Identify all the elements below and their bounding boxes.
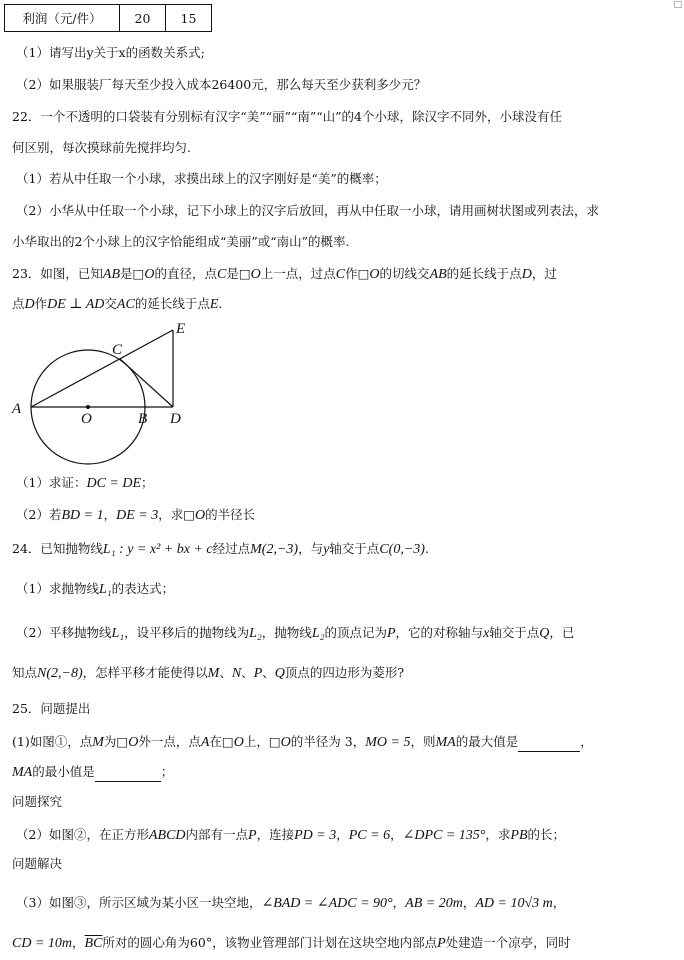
text: 上一点，过点 <box>260 266 336 281</box>
profit-table <box>4 4 212 32</box>
label-e: E <box>176 321 186 337</box>
math: L₁ <box>98 582 112 597</box>
math: N(2,−8) <box>37 666 83 681</box>
math: x <box>483 626 490 641</box>
q23-part2 <box>16 506 255 525</box>
math: AD = 10√3 m <box>475 896 553 911</box>
text: （3）如图③，所示区域为某小区一块空地， <box>16 895 262 910</box>
math: $\overline{BC}$ <box>84 936 103 951</box>
text: . <box>218 296 223 311</box>
math: C <box>216 267 227 282</box>
label-a: A <box>12 401 22 417</box>
label-o: O <box>81 411 92 427</box>
math: C <box>335 267 346 282</box>
math: CD = 10m <box>12 936 73 951</box>
math: Q <box>539 626 550 641</box>
math: P <box>253 666 263 681</box>
answer-blank[interactable] <box>518 737 580 752</box>
math: AC <box>116 297 135 312</box>
text: 的最大值是 <box>455 734 519 749</box>
math: L₂ <box>249 626 262 641</box>
line-cd <box>120 359 173 407</box>
text: ，设平移后的抛物线为 <box>124 625 250 640</box>
math: AB <box>429 267 447 282</box>
text: ，抛物线 <box>261 625 312 640</box>
text: 处建造一个凉亭，同时 <box>445 935 571 950</box>
text: ，与 <box>298 541 324 556</box>
q25-part3-line1 <box>16 894 565 913</box>
text: ，求□ <box>158 507 195 522</box>
math: L₁ <box>111 626 125 641</box>
math: ∠BAD = ∠ADC = 90° <box>261 896 393 911</box>
text: 在□ <box>209 734 234 749</box>
math: AB <box>102 267 121 282</box>
q25-part2 <box>16 826 565 845</box>
math: E <box>209 297 219 312</box>
text: ， <box>103 507 117 522</box>
q22-stem-line1: 22．一个不透明的口袋装有分别标有汉字“美”“丽”“南”“山”的4个小球，除汉字不同外，小球没有任 <box>12 109 562 124</box>
text: 为□ <box>103 734 129 749</box>
label-b: B <box>138 411 148 427</box>
math: BD = 1 <box>61 508 104 523</box>
math: MO = 5 <box>365 735 411 750</box>
text: ，已 <box>549 625 575 640</box>
math: P <box>248 828 257 843</box>
q22-part2-line2: 小华取出的2个小球上的汉字恰能组成“美丽”或“南山”的概率. <box>12 234 350 249</box>
table-label-cell: 利润（元/件） <box>5 5 120 32</box>
text: （2）如图②，在正方形 <box>16 827 149 842</box>
math: O <box>128 735 139 750</box>
text: 是□ <box>226 266 251 281</box>
q22-part1: （1）若从中任取一个小球，求摸出球上的汉字刚好是“美”的概率； <box>16 171 387 186</box>
math: PC = 6 <box>348 828 391 843</box>
q23-geometry-figure <box>8 316 198 466</box>
text: 内部有一点 <box>185 827 249 842</box>
math: MA <box>435 735 456 750</box>
text: 顶点的四边形为菱形? <box>284 665 405 680</box>
text: ， <box>392 895 406 910</box>
text: 的延长线于点 <box>446 266 522 281</box>
math: A <box>200 735 210 750</box>
math: O <box>195 508 206 523</box>
math: y <box>323 542 330 557</box>
q21-part1: （1）请写出y关于x的函数关系式; <box>16 45 205 60</box>
text: 的直径，点 <box>154 266 217 281</box>
text: 、 <box>262 665 275 680</box>
text: （1）求抛物线 <box>16 581 99 596</box>
math: L₂ <box>311 626 325 641</box>
q25-heading-solve: 问题解决 <box>12 856 63 871</box>
math: P <box>437 936 446 951</box>
text: 的长； <box>527 827 566 842</box>
math: P <box>386 626 396 641</box>
text: 所对的圆心角为60°，该物业管理部门计划在这块空地内部点 <box>102 935 438 950</box>
answer-blank[interactable] <box>95 767 161 782</box>
q22-stem-line2: 何区别，每次摸球前先搅拌均匀. <box>12 140 191 155</box>
q25-part1-line1 <box>12 733 593 752</box>
text: 知点 <box>12 665 38 680</box>
text: 交 <box>104 296 117 311</box>
q22-part2-line1: （2）小华从中任取一个小球，记下小球上的汉字后放回，再从中任取一小球，请用画树状图或列表法，求 <box>16 203 599 218</box>
text: ， <box>552 895 566 910</box>
q24-stem <box>12 540 429 559</box>
text: ，连接 <box>256 827 295 842</box>
q23-stem-line1 <box>12 265 557 284</box>
text: 轴交于点 <box>489 625 540 640</box>
text: 作□ <box>345 266 370 281</box>
text: 、 <box>219 665 232 680</box>
text: （2）平移抛物线 <box>16 625 112 640</box>
math: Q <box>274 666 285 681</box>
text: 的最小值是 <box>32 764 95 779</box>
center-point <box>86 405 90 409</box>
text: 作 <box>34 296 48 311</box>
math: D <box>521 267 532 282</box>
text: ， <box>462 895 476 910</box>
text: 的半径长 <box>205 507 256 522</box>
q21-part2: （2）如果服装厂每天至少投入成本26400元，那么每天至少获利多少元？ <box>16 77 427 92</box>
q24-part2-line2 <box>12 664 404 683</box>
text: 轴交于点 <box>329 541 380 556</box>
math: DE = 3 <box>116 508 159 523</box>
q24-part2-line1 <box>16 624 574 643</box>
text: 、 <box>241 665 254 680</box>
text: 的顶点记为 <box>324 625 387 640</box>
label-d: D <box>170 411 181 427</box>
math: ABCD <box>148 828 186 843</box>
q25-part1-line2 <box>12 763 173 782</box>
text: ； <box>141 475 154 490</box>
text: ，它的对称轴与 <box>395 625 484 640</box>
text: (1)如图①，点 <box>12 734 93 749</box>
math: O <box>280 735 291 750</box>
math: DE ⊥ AD <box>47 297 105 312</box>
math: PD = 3 <box>294 828 337 843</box>
q25-heading-explore: 问题探究 <box>12 794 63 809</box>
math: O <box>250 267 261 282</box>
q25-title: 25．问题提出 <box>12 701 91 716</box>
text: （2）若 <box>16 507 62 522</box>
math: DC = DE <box>86 476 142 491</box>
text: 的表达式； <box>111 581 175 596</box>
text: 的切线交 <box>379 266 430 281</box>
text: ， <box>580 734 593 749</box>
label-c: C <box>112 342 123 358</box>
text: 经过点 <box>212 541 251 556</box>
math: M <box>92 735 104 750</box>
math: M(2,−3) <box>250 542 299 557</box>
text: ， <box>390 827 403 842</box>
text: ，求 <box>485 827 511 842</box>
text: 点 <box>12 296 25 311</box>
math: ∠DPC = 135° <box>402 828 486 843</box>
text: 的半径为 3， <box>290 734 366 749</box>
math: AB = 20m <box>405 896 463 911</box>
text: 23．如图，已知 <box>12 266 103 281</box>
math: M <box>207 666 220 681</box>
text: 外一点，点 <box>138 734 201 749</box>
math: L₁ : y = x² + bx + c <box>102 542 213 557</box>
table-value-cell: 20 <box>120 5 166 32</box>
math: O <box>144 267 155 282</box>
q25-part3-line2 <box>12 934 571 953</box>
q23-part1 <box>16 474 154 493</box>
corner-mark: □ <box>673 0 682 10</box>
text: 是□ <box>120 266 145 281</box>
math: C(0,−3) <box>379 542 425 557</box>
q24-part1 <box>16 580 174 599</box>
math: D <box>24 297 35 312</box>
q23-stem-line2 <box>12 295 222 314</box>
math: O <box>369 267 380 282</box>
text: ， <box>336 827 349 842</box>
math: PB <box>510 828 528 843</box>
text: ， <box>72 935 85 950</box>
line-ae <box>31 330 173 407</box>
text: 24．已知抛物线 <box>12 541 103 556</box>
text: 的延长线于点 <box>134 296 210 311</box>
text: ，怎样平移才能使得以 <box>82 665 208 680</box>
text: ，则 <box>410 734 436 749</box>
math: N <box>231 666 242 681</box>
text: 上，□ <box>243 734 281 749</box>
math: O <box>233 735 244 750</box>
text: ，过 <box>531 266 557 281</box>
text: ； <box>160 764 174 779</box>
math: MA <box>12 765 33 780</box>
table-row <box>5 5 212 32</box>
text: . <box>424 541 429 556</box>
table-value-cell: 15 <box>166 5 212 32</box>
text: （1）求证： <box>16 475 87 490</box>
